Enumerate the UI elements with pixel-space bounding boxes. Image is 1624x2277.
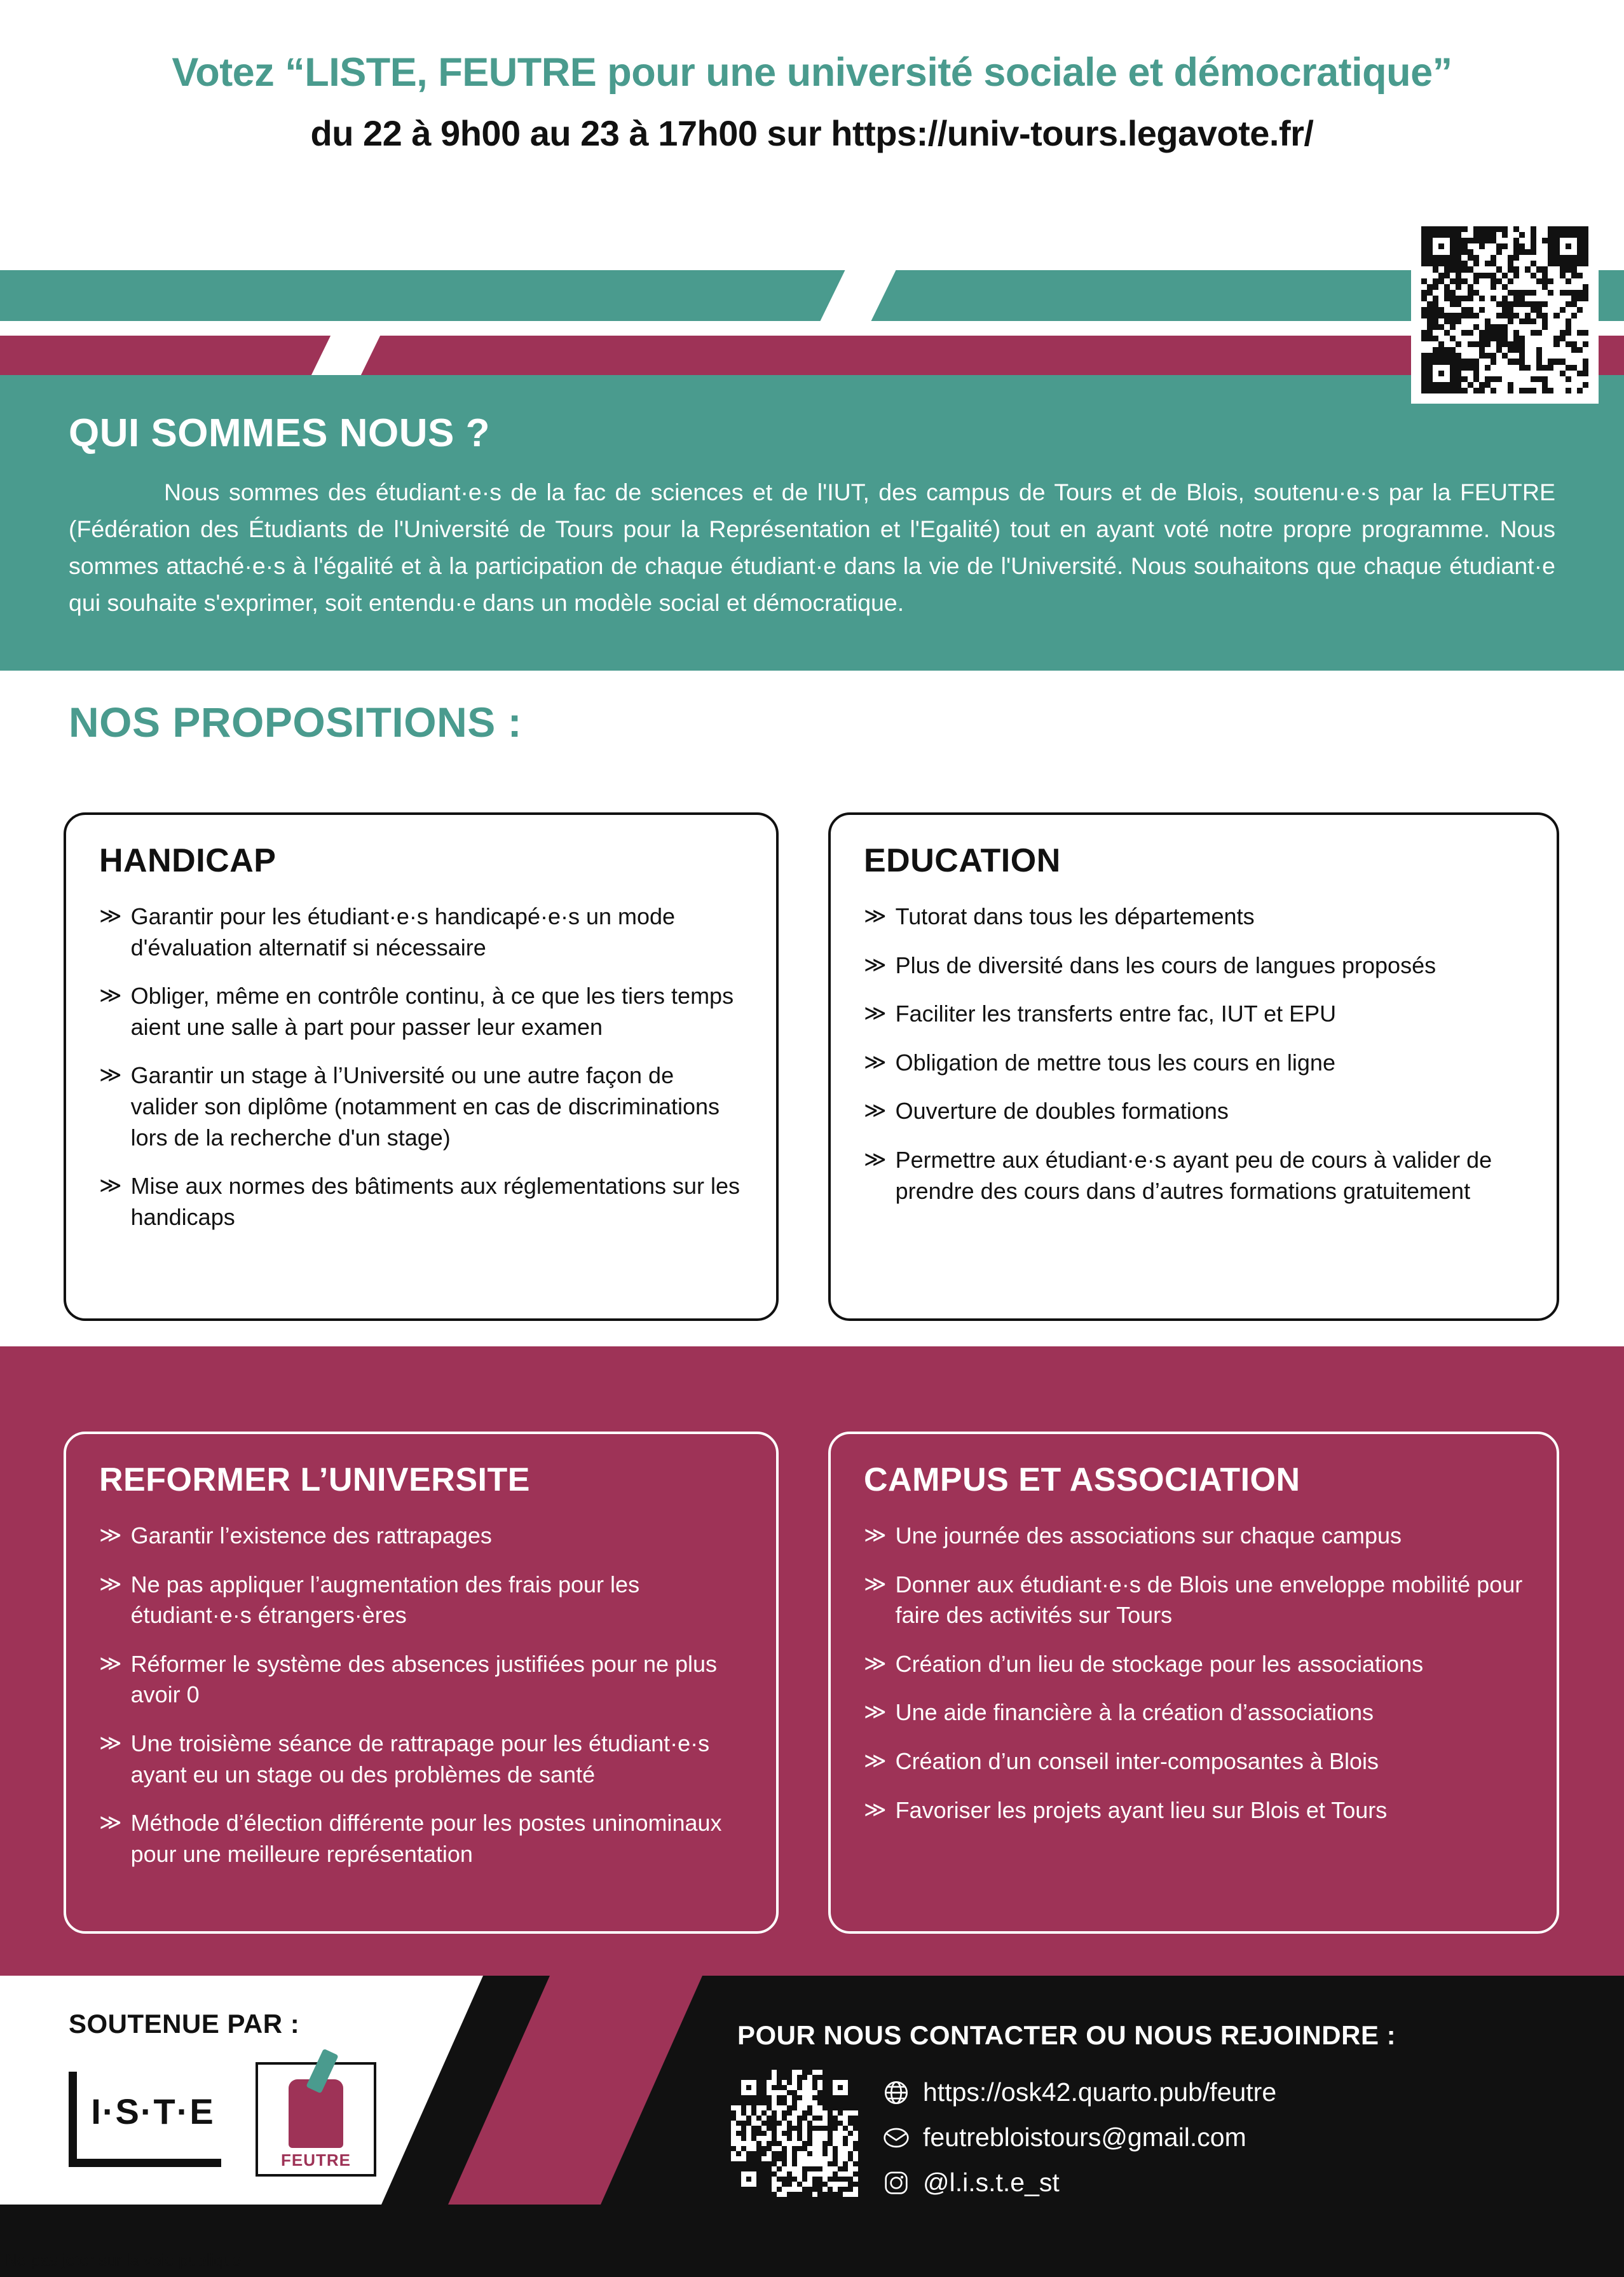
chevron-bullet-icon: ≫ [864,1797,887,1822]
contact-email-text: feutrebloistours@gmail.com [923,2123,1246,2152]
list-item-text: Garantir pour les étudiant·e·s handicapé·e·s un mode d'évaluation alternatif si nécessaire [130,903,676,961]
supported-by-block [69,2009,376,2177]
contact-title: POUR NOUS CONTACTER OU NOUS REJOINDRE : [737,2020,1396,2050]
liste-logo [69,2072,221,2167]
list-item-text: Mise aux normes des bâtiments aux réglementations sur les handicaps [130,1173,740,1230]
chevron-bullet-icon: ≫ [864,1700,887,1725]
card-title: HANDICAP [99,842,276,879]
list-item [99,1521,747,1552]
list-item-text: Une troisième séance de rattrapage pour les étudiant·e·s ayant eu un stage ou des problèmes de santé [130,1730,710,1788]
who-we-are-title: QUI SOMMES NOUS ? [69,411,490,455]
list-item-text: Ouverture de doubles formations [895,1098,1229,1125]
list-item [99,1171,747,1233]
list-item [99,1060,747,1153]
chevron-bullet-icon: ≫ [864,1748,887,1773]
list-item [864,950,1527,981]
chevron-bullet-icon: ≫ [864,1050,887,1074]
chevron-bullet-icon: ≫ [99,904,122,928]
page-title: Votez “LISTE, FEUTRE pour une université sociale et démocratique” [172,50,1452,95]
instagram-icon [884,2170,909,2196]
list-item [864,1795,1527,1826]
chevron-bullet-icon: ≫ [864,1523,887,1547]
envelope-icon [884,2125,909,2150]
list-item [99,1649,747,1711]
contact-email[interactable] [884,2123,1276,2152]
chevron-bullet-icon: ≫ [864,1651,887,1676]
propositions-title: NOS PROPOSITIONS : [69,699,522,746]
disclaimer-text: Ne pas jeter sur la voie publique [5,2250,242,2269]
list-item [99,1808,747,1870]
contact-instagram-text: @l.i.s.t.e_st [923,2168,1060,2197]
vote-window-subtitle: du 22 à 9h00 au 23 à 17h00 sur https://univ-tours.legavote.fr/ [310,113,1314,154]
list-item-text: Faciliter les transferts entre fac, IUT et EPU [895,1001,1337,1027]
list-item [99,1728,747,1790]
chevron-bullet-icon: ≫ [99,983,122,1008]
proposition-card-reformer-universite [64,1432,779,1934]
list-item-text: Garantir l’existence des rattrapages [130,1522,492,1549]
list-item [99,981,747,1043]
globe-icon [884,2080,909,2105]
contact-website[interactable] [884,2077,1276,2107]
proposition-card-campus-association [828,1432,1559,1934]
list-item [864,1649,1527,1680]
list-item-text: Création d’un conseil inter-composantes à Blois [895,1747,1379,1774]
list-item-text: Favoriser les projets ayant lieu sur Blois et Tours [895,1796,1388,1823]
chevron-bullet-icon: ≫ [99,1810,122,1835]
list-item [864,1145,1527,1207]
chevron-bullet-icon: ≫ [864,1571,887,1596]
card-title: REFORMER L’UNIVERSITE [99,1461,530,1498]
list-item-text: Garantir un stage à l’Université ou une autre façon de valider son diplôme (notamment en cas de discriminations lors de la recherche d'un stage) [130,1062,720,1151]
list-item [864,1697,1527,1728]
list-item [864,1746,1527,1777]
supported-by-label: SOUTENUE PAR : [69,2009,300,2039]
proposition-card-handicap [64,812,779,1321]
raised-fist-icon [289,2079,343,2148]
list-item-text: Ne pas appliquer l’augmentation des frais pour les étudiant·e·s étrangers·ères [130,1571,640,1629]
list-item-text: Obligation de mettre tous les cours en ligne [895,1049,1335,1076]
chevron-bullet-icon: ≫ [864,1098,887,1123]
chevron-bullet-icon: ≫ [99,1730,122,1755]
chevron-bullet-icon: ≫ [99,1571,122,1596]
chevron-bullet-icon: ≫ [864,952,887,977]
feutre-logo-text: FEUTRE [281,2150,351,2170]
list-item [99,901,747,963]
chevron-bullet-icon: ≫ [864,1147,887,1172]
list-item [864,1569,1527,1631]
list-item [864,901,1527,933]
contact-website-text: https://osk42.quarto.pub/feutre [923,2077,1277,2107]
list-item [864,1096,1527,1127]
list-item-text: Méthode d’élection différente pour les postes uninominaux pour une meilleure représentation [130,1810,722,1867]
list-item [99,1569,747,1631]
contact-instagram[interactable] [884,2168,1276,2198]
list-item-text: Réformer le système des absences justifiées pour ne plus avoir 0 [130,1650,718,1708]
list-item-text: Une aide financière à la création d’associations [895,1699,1374,1726]
poster-header [0,0,1624,254]
list-item-text: Une journée des associations sur chaque campus [895,1522,1402,1549]
list-item-text: Obliger, même en contrôle continu, à ce que les tiers temps aient une salle à part pour passer leur examen [130,983,734,1040]
list-item-text: Tutorat dans tous les départements [895,903,1255,929]
list-item-text: Création d’un lieu de stockage pour les associations [895,1650,1424,1677]
who-we-are-text: Nous sommes des étudiant·e·s de la fac de sciences et de l'IUT, des campus de Tours et de Blois, soutenu·e·s par la FEUTRE (Fédération des Étudiants de l'Université de Tours pour la Représentation et l'Egalité) tout en ayant voté notre propre programme. Nous sommes attaché·e·s à l'égalité et à la participation de chaque étudiant·e dans la vie de l'Université. Nous souhaitons que chaque étudiant·e qui souhaite s'exprimer, soit entendu·e dans un modèle social et démocratique. [69,479,1555,617]
liste-logo-text: I·S·T·E [91,2091,215,2131]
list-item [864,1521,1527,1552]
chevron-bullet-icon: ≫ [864,904,887,928]
chevron-bullet-icon: ≫ [99,1651,122,1676]
contact-block [731,2020,1396,2213]
feutre-logo [256,2062,376,2177]
chevron-bullet-icon: ≫ [864,1001,887,1026]
chevron-bullet-icon: ≫ [99,1063,122,1088]
list-item [864,1048,1527,1079]
supporter-logos [69,2062,376,2177]
card-title: CAMPUS ET ASSOCIATION [864,1461,1300,1498]
contact-qr-code[interactable] [731,2070,858,2197]
card-title: EDUCATION [864,842,1061,879]
proposition-card-education [828,812,1559,1321]
vote-qr-code[interactable] [1411,216,1599,404]
chevron-bullet-icon: ≫ [99,1173,122,1198]
teal-stripe [0,270,1624,321]
list-item-text: Permettre aux étudiant·e·s ayant peu de cours à valider de prendre des cours dans d’autres formations gratuitement [895,1146,1492,1204]
list-item-text: Plus de diversité dans les cours de langues proposés [895,952,1436,978]
maroon-stripe [0,336,1624,375]
list-item [864,999,1527,1030]
list-item-text: Donner aux étudiant·e·s de Blois une enveloppe mobilité pour faire des activités sur Tours [895,1571,1523,1629]
who-we-are-section [0,375,1624,671]
chevron-bullet-icon: ≫ [99,1523,122,1547]
